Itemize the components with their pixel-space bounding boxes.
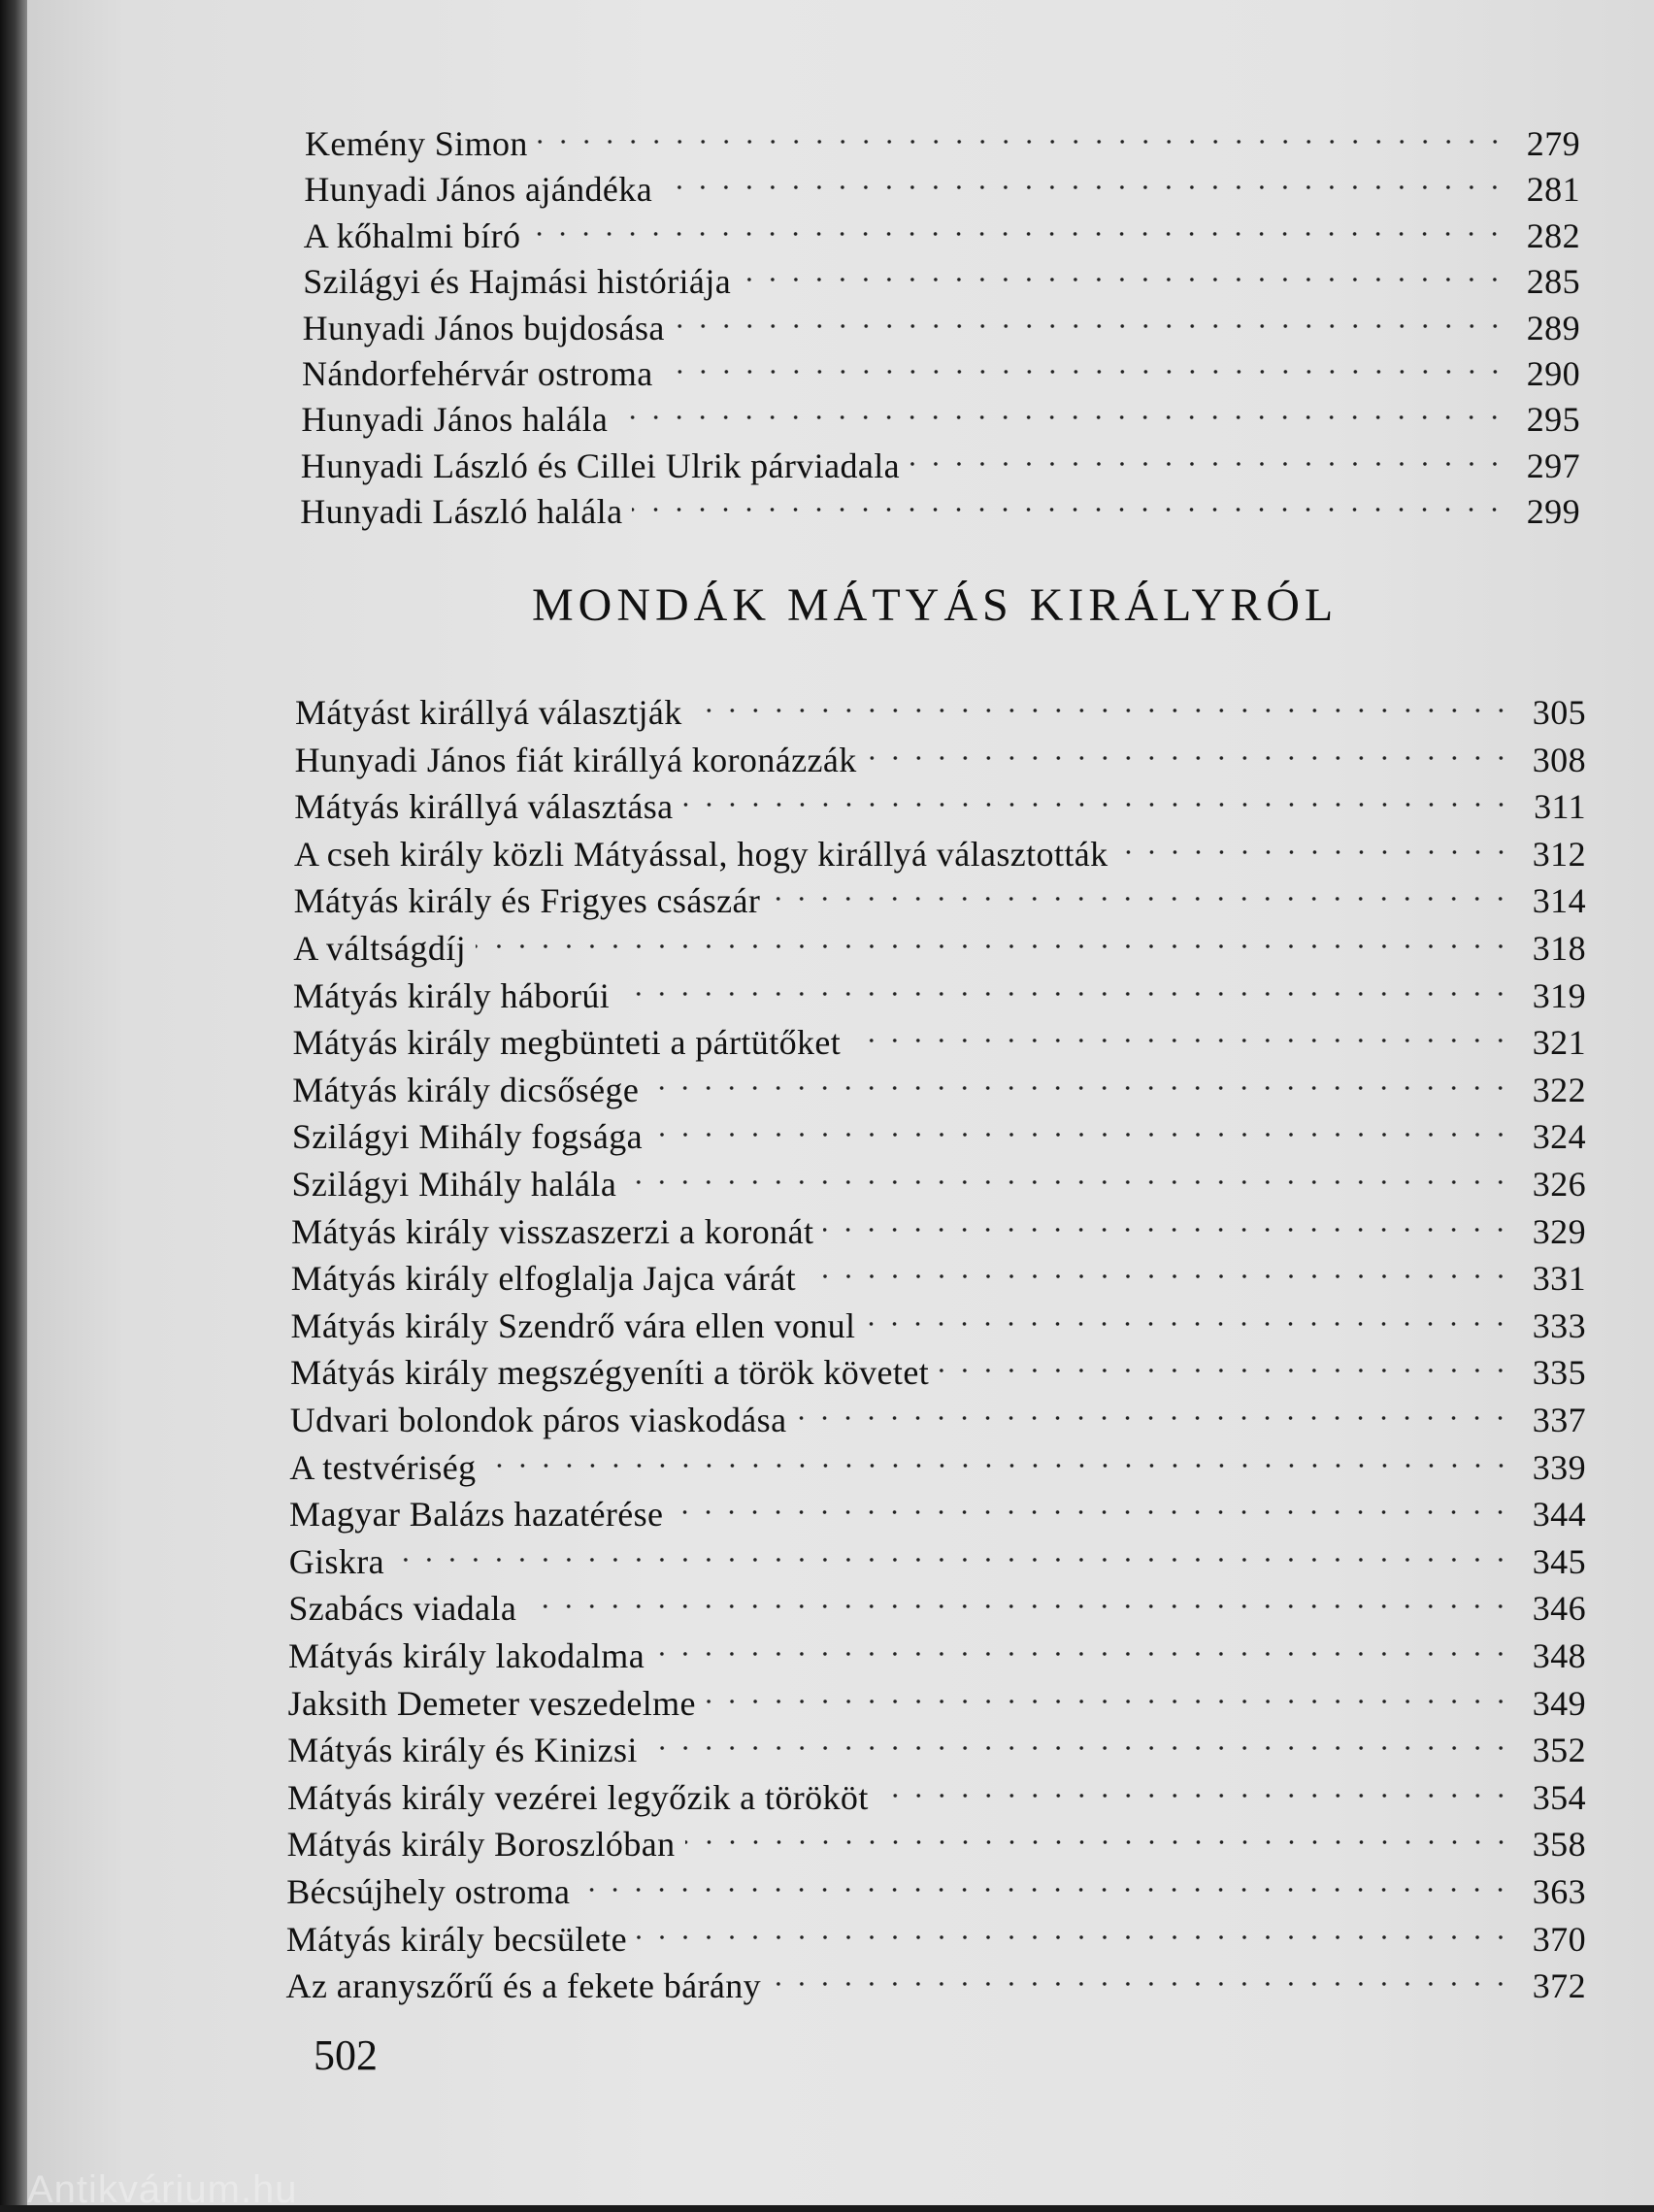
toc-entry-title: Hunyadi László és Cillei Ulrik párviadala: [300, 446, 901, 485]
toc-entry: [286, 1857, 1586, 1911]
toc-entry-page: 354: [1532, 1777, 1586, 1817]
toc-dot-leader: [530, 201, 1506, 248]
toc-entry: [294, 772, 1586, 827]
toc-entry: [290, 1243, 1586, 1299]
toc-entry: [303, 201, 1580, 255]
toc-entry-page: 333: [1532, 1305, 1586, 1345]
toc-entry-title: Hunyadi János bujdosása: [302, 308, 665, 347]
toc-dot-leader: [878, 1763, 1512, 1809]
toc-entry-title: Jaksith Demeter veszedelme: [287, 1683, 696, 1723]
toc-entry-title: A testvériség: [289, 1447, 477, 1487]
toc-entry-page: 345: [1532, 1541, 1586, 1581]
toc-dot-leader: [648, 1055, 1512, 1102]
toc-entry: [290, 1291, 1586, 1345]
toc-entry-title: Szilágyi Mihály halála: [291, 1165, 617, 1204]
toc-dot-leader: [617, 384, 1506, 431]
toc-entry-page: 346: [1532, 1589, 1586, 1629]
toc-entry-page: 308: [1532, 740, 1586, 779]
toc-entry: [289, 1479, 1586, 1535]
toc-entry-title: Magyar Balázs hazatérése: [289, 1495, 664, 1535]
toc-entry-page: 297: [1526, 446, 1580, 485]
toc-entry: [292, 1055, 1586, 1109]
table-of-contents: [27, 0, 1654, 2205]
toc-entry-page: 312: [1532, 834, 1586, 874]
toc-dot-leader: [675, 293, 1506, 340]
toc-entry-title: Nándorfehérvár ostroma: [302, 354, 653, 393]
toc-dot-leader: [910, 431, 1506, 478]
toc-dot-leader: [654, 1621, 1512, 1667]
toc-entry: [290, 1337, 1586, 1393]
toc-entry-page: 321: [1532, 1023, 1586, 1063]
toc-entry-title: Mátyás király visszaszerzi a koronát: [291, 1211, 814, 1251]
toc-entry-title: Giskra: [288, 1541, 385, 1581]
toc-entry: [292, 961, 1586, 1015]
toc-entry-page: 319: [1532, 975, 1586, 1015]
toc-entry: [285, 1951, 1586, 2006]
toc-dot-leader: [652, 1102, 1512, 1148]
toc-dot-leader: [526, 1573, 1512, 1620]
toc-entry-page: 370: [1532, 1919, 1586, 1959]
toc-dot-leader: [741, 247, 1506, 293]
toc-entry-title: Szabács viadala: [288, 1589, 517, 1629]
toc-dot-leader: [662, 154, 1506, 201]
toc-entry: [288, 1573, 1586, 1629]
toc-dot-leader: [619, 961, 1512, 1007]
section-heading: MONDÁK MÁTYÁS KIRÁLYRÓL: [532, 579, 1339, 631]
toc-dot-leader: [476, 913, 1512, 960]
toc-entry-title: Mátyás király lakodalma: [288, 1636, 645, 1675]
toc-entry-page: 322: [1532, 1070, 1586, 1109]
toc-dot-leader: [538, 109, 1506, 155]
toc-entry: [302, 339, 1580, 393]
toc-entry: [291, 1197, 1586, 1251]
toc-entry-page: 279: [1526, 124, 1580, 163]
toc-dot-leader: [1118, 819, 1512, 866]
toc-entry: [289, 1433, 1586, 1487]
toc-entry-page: 352: [1532, 1731, 1586, 1770]
toc-entry-title: Hunyadi János ajándéka: [304, 170, 653, 210]
toc-dot-leader: [673, 1479, 1512, 1526]
toc-dot-leader: [626, 1149, 1512, 1196]
toc-entry: [286, 1763, 1586, 1817]
toc-dot-leader: [579, 1857, 1512, 1903]
toc-entry-title: Mátyás király dicsősége: [292, 1070, 640, 1109]
toc-dot-leader: [806, 1243, 1512, 1290]
toc-entry-page: 282: [1526, 215, 1580, 255]
toc-entry-page: 318: [1532, 929, 1586, 968]
book-page: [27, 0, 1654, 2211]
toc-entry: [295, 677, 1586, 732]
toc-entry-title: A cseh király közli Mátyással, hogy királlyá választották: [293, 834, 1108, 874]
toc-entry: [302, 293, 1580, 347]
toc-entry-page: 326: [1532, 1165, 1586, 1204]
toc-entry-title: Mátyást királlyá választják: [295, 693, 682, 732]
toc-entry-page: 344: [1532, 1495, 1586, 1535]
toc-dot-leader: [770, 866, 1512, 912]
toc-dot-leader: [486, 1433, 1512, 1479]
toc-entry: [288, 1621, 1586, 1675]
toc-dot-leader: [706, 1668, 1512, 1715]
toc-entry-title: Mátyás király becsülete: [285, 1919, 627, 1959]
toc-entry-title: Mátyás király és Frigyes császár: [293, 881, 761, 921]
toc-dot-leader: [771, 1951, 1512, 1997]
toc-dot-leader: [796, 1385, 1512, 1432]
toc-dot-leader: [632, 477, 1506, 523]
toc-entry: [293, 913, 1586, 968]
toc-entry-page: 281: [1526, 170, 1580, 210]
toc-entry-title: Mátyás király Boroszlóban: [286, 1825, 676, 1865]
toc-entry-page: 305: [1532, 693, 1586, 732]
toc-dot-leader: [939, 1337, 1512, 1384]
toc-dot-leader: [823, 1197, 1512, 1243]
toc-entry: [300, 431, 1580, 485]
toc-entry: [286, 1809, 1586, 1865]
toc-entry-title: Udvari bolondok páros viaskodása: [289, 1401, 787, 1439]
toc-entry-page: 348: [1532, 1636, 1586, 1675]
watermark: Antikvárium.hu: [27, 2168, 298, 2211]
toc-entry-page: 339: [1532, 1447, 1586, 1487]
toc-dot-leader: [647, 1715, 1512, 1762]
toc-entry-title: Mátyás király elfoglalja Jajca várát: [290, 1259, 796, 1299]
toc-entry-page: 290: [1526, 354, 1580, 393]
toc-entry: [293, 819, 1586, 874]
toc-entry-page: 299: [1526, 492, 1580, 532]
toc-entry-title: Szilágyi és Hajmási históriája: [303, 262, 732, 302]
page-number: 502: [314, 2031, 378, 2079]
toc-entry: [301, 384, 1580, 440]
toc-entry-page: 358: [1532, 1825, 1586, 1865]
toc-entry-page: 335: [1532, 1353, 1586, 1393]
toc-dot-leader: [867, 725, 1512, 772]
toc-entry-title: Mátyás király és Kinizsi: [287, 1731, 638, 1770]
toc-entry-title: Hunyadi János fiát királlyá koronázzák: [294, 740, 857, 779]
toc-dot-leader: [637, 1904, 1512, 1951]
toc-entry-page: 311: [1534, 787, 1586, 827]
toc-entry: [289, 1385, 1586, 1439]
book-spine-edge: [0, 0, 27, 2205]
toc-entry-title: Kemény Simon: [305, 124, 528, 163]
toc-entry: [292, 1007, 1586, 1063]
toc-entry-page: 363: [1532, 1872, 1586, 1911]
toc-entry-title: Hunyadi László halála: [300, 492, 623, 532]
toc-entry-title: Szilágyi Mihály fogsága: [291, 1117, 643, 1157]
toc-entry-title: Hunyadi János halála: [301, 400, 609, 440]
toc-entry: [303, 247, 1580, 302]
toc-dot-leader: [865, 1291, 1512, 1337]
toc-entry-page: 329: [1532, 1211, 1586, 1251]
toc-entry-page: 372: [1532, 1966, 1586, 2006]
toc-entry: [291, 1149, 1587, 1204]
toc-entry-page: 349: [1532, 1683, 1586, 1723]
toc-entry-title: Az aranyszőrű és a fekete bárány: [285, 1966, 762, 2006]
toc-entry: [304, 154, 1580, 210]
toc-entry-page: 289: [1526, 308, 1580, 347]
toc-dot-leader: [850, 1007, 1512, 1054]
toc-entry: [287, 1715, 1586, 1770]
toc-dot-leader: [685, 1809, 1512, 1856]
toc-entry-title: A váltságdíj: [293, 929, 467, 968]
toc-entry: [285, 1904, 1586, 1959]
toc-entry-page: 285: [1526, 262, 1580, 302]
toc-dot-leader: [663, 339, 1506, 385]
toc-entry-title: Mátyás király megbünteti a pártütőket: [292, 1023, 842, 1063]
toc-entry: [287, 1668, 1586, 1723]
toc-dot-leader: [692, 677, 1512, 724]
toc-entry-title: Mátyás király megszégyeníti a török követet: [290, 1353, 930, 1393]
toc-entry-title: A kőhalmi bíró: [303, 215, 521, 255]
toc-entry-page: 295: [1526, 400, 1580, 440]
toc-entry-page: 314: [1532, 881, 1586, 921]
toc-dot-leader: [683, 772, 1512, 818]
toc-entry: [294, 725, 1586, 779]
toc-dot-leader: [394, 1527, 1512, 1573]
toc-entry-title: Mátyás király háborúi: [292, 975, 611, 1015]
toc-entry-title: Bécsújhely ostroma: [286, 1872, 571, 1911]
toc-entry-page: 337: [1532, 1401, 1586, 1439]
toc-entry: [293, 866, 1586, 921]
toc-entry: [300, 477, 1580, 532]
toc-entry-title: Mátyás király Szendrő vára ellen vonul: [290, 1305, 856, 1345]
toc-entry-page: 331: [1532, 1259, 1586, 1299]
toc-entry: [305, 109, 1580, 163]
toc-entry-title: Mátyás király vezérei legyőzik a törököt: [286, 1777, 869, 1817]
toc-entry-title: Mátyás királlyá választása: [294, 787, 674, 827]
toc-entry-page: 324: [1532, 1117, 1586, 1157]
toc-entry: [288, 1527, 1586, 1581]
toc-entry: [291, 1102, 1586, 1157]
